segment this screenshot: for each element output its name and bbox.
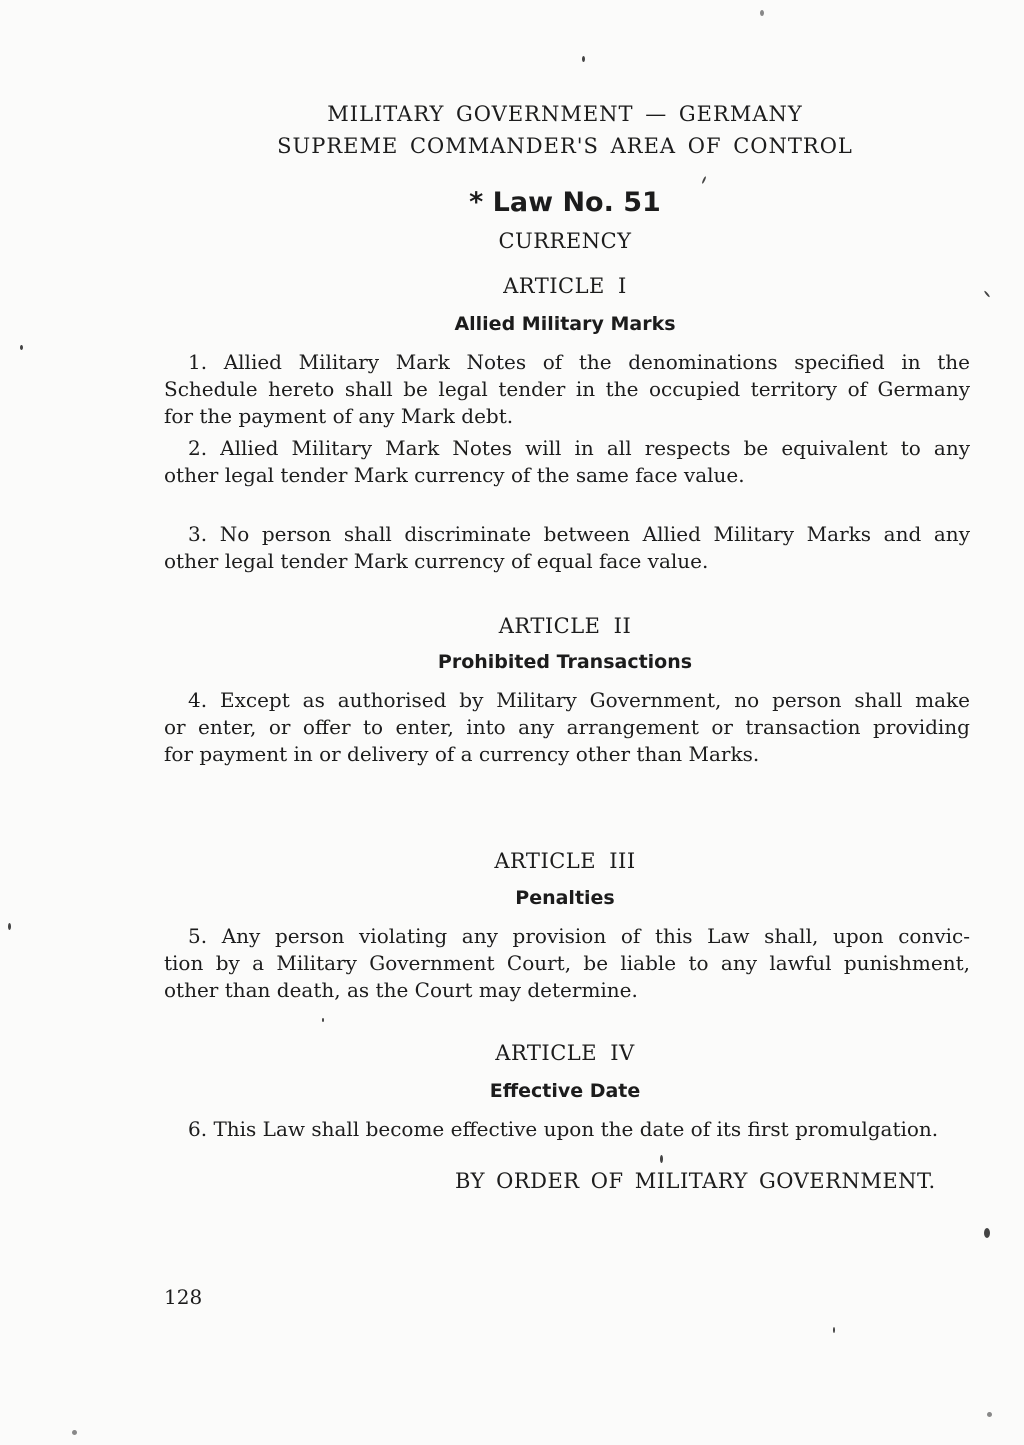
scan-speck — [20, 345, 23, 350]
paragraph-line: other legal tender Mark currency of the same face value. — [164, 463, 745, 487]
article-1-label: ARTICLE I — [503, 274, 627, 298]
paragraph-line: 4. Except as authorised by Military Government, no person shall make — [188, 688, 970, 712]
article-2-paragraph-1 — [164, 687, 970, 768]
law-title: * Law No. 51 — [469, 187, 661, 218]
scan-speck — [322, 1018, 324, 1022]
scan-speck — [984, 1228, 990, 1238]
scan-speck — [701, 176, 706, 184]
scan-speck — [582, 56, 585, 62]
article-3-paragraph-1 — [164, 923, 970, 1004]
article-1-paragraph-3 — [164, 521, 970, 575]
paragraph-line: tion by a Military Government Court, be liable to any lawful punishment, — [164, 951, 970, 975]
paragraph-line: other than death, as the Court may determine. — [164, 978, 638, 1002]
scan-speck — [987, 1412, 992, 1417]
article-3-label: ARTICLE III — [494, 849, 636, 873]
scan-speck — [660, 1155, 663, 1163]
article-3-heading: Penalties — [515, 887, 615, 909]
law-subject: CURRENCY — [498, 229, 632, 253]
signature-line: BY ORDER OF MILITARY GOVERNMENT. — [455, 1169, 936, 1193]
header-line-2: SUPREME COMMANDER'S AREA OF CONTROL — [277, 134, 853, 158]
article-1-paragraph-2 — [164, 435, 970, 489]
paragraph-line: 1. Allied Military Mark Notes of the denominations specified in the — [188, 350, 970, 374]
article-1-heading: Allied Military Marks — [454, 313, 676, 335]
paragraph-line: 3. No person shall discriminate between Allied Military Marks and any — [188, 522, 970, 546]
article-2-label: ARTICLE II — [498, 614, 632, 638]
paragraph-line: 5. Any person violating any provision of this Law shall, upon convic- — [188, 924, 970, 948]
scan-speck — [760, 10, 764, 16]
article-4-label: ARTICLE IV — [495, 1041, 635, 1065]
article-4-heading: Effective Date — [489, 1080, 641, 1102]
paragraph-line: Schedule hereto shall be legal tender in the occupied territory of Germany — [164, 377, 970, 401]
paragraph-line: 2. Allied Military Mark Notes will in all respects be equivalent to any — [188, 436, 970, 460]
header-line-1: MILITARY GOVERNMENT — GERMANY — [327, 102, 803, 126]
paragraph-line: 6. This Law shall become effective upon the date of its first promulgation. — [188, 1117, 939, 1141]
article-4-paragraph-1 — [164, 1116, 970, 1143]
page-number: 128 — [164, 1285, 203, 1309]
article-1-paragraph-1 — [164, 349, 970, 430]
paragraph-line: for payment in or delivery of a currency other than Marks. — [164, 742, 760, 766]
paragraph-line: other legal tender Mark currency of equal face value. — [164, 549, 709, 573]
paragraph-line: or enter, or offer to enter, into any arrangement or transaction providing — [164, 715, 970, 739]
scan-speck — [984, 290, 991, 297]
scan-speck — [833, 1327, 835, 1333]
article-2-heading: Prohibited Transactions — [437, 651, 693, 673]
scan-speck — [72, 1430, 77, 1435]
scan-speck — [8, 923, 11, 930]
paragraph-line: for the payment of any Mark debt. — [164, 404, 514, 428]
